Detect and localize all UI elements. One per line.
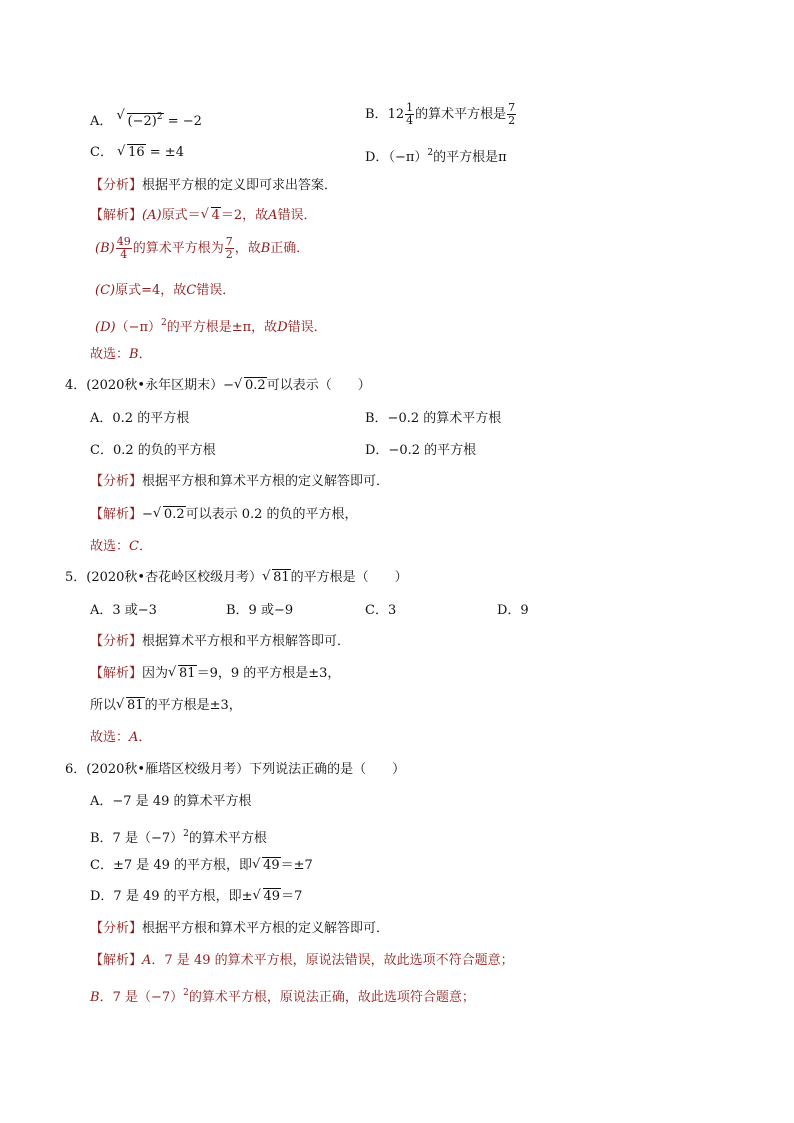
option-label: C．: [90, 145, 113, 160]
q4-option-a: A．0.2 的平方根: [90, 411, 190, 426]
option-var: A: [142, 953, 152, 968]
q5-stem: [65, 569, 408, 587]
solution-text: 错误．: [277, 208, 317, 223]
option-label: A．: [90, 114, 113, 129]
sqrt-expression: [116, 697, 145, 715]
solution-text: ，故: [234, 241, 261, 256]
q3-analysis: [90, 177, 337, 195]
expression-rhs: = ±4: [149, 145, 184, 160]
solution-tag: 【解析】: [90, 953, 143, 968]
analysis-text: 根据平方根和算术平方根的定义解答即可．: [142, 921, 390, 936]
option-text: D．7 是 49 的平方根，即±: [90, 889, 253, 904]
radicand: 81: [127, 698, 144, 713]
q4-option-b: B．−0.2 的算术平方根: [365, 411, 502, 426]
expression-rhs: = −2: [167, 114, 202, 129]
sqrt-expression: [262, 569, 291, 587]
solution-text: 的算术平方根为: [132, 241, 224, 256]
option-text: （−π）: [388, 150, 428, 165]
radicand: 16: [128, 145, 145, 160]
option-text: 的算术平方根是: [415, 107, 507, 122]
sqrt-expression: [153, 506, 186, 524]
solution-text: 正确．: [270, 241, 310, 256]
solution-text: 的算术平方根，原说法正确，故此选项符合题意；: [188, 990, 475, 1005]
option-label: B．: [365, 107, 388, 122]
q6-solution-a: [90, 952, 514, 970]
solution-text: ．7 是 49 的算术平方根，原说法错误，故此选项不符合题意；: [151, 953, 514, 968]
analysis-tag: 【分析】: [90, 921, 143, 936]
analysis-text: 根据平方根的定义即可求出答案．: [142, 178, 338, 193]
radicand: 49: [263, 889, 281, 904]
answer-prefix: 故选：: [90, 730, 130, 745]
q4-stem: [65, 377, 371, 395]
option-var: B: [90, 990, 100, 1005]
solution-text: 的平方根是±3，: [144, 698, 242, 713]
exponent: 2: [183, 829, 189, 839]
q6-option-c: [90, 857, 313, 875]
solution-text: ．7 是（−7）: [99, 990, 184, 1005]
q4-solution: [90, 506, 358, 524]
solution-tag: 【解析】: [90, 208, 143, 223]
q5-analysis: [90, 633, 350, 651]
exponent: 2: [156, 112, 163, 122]
analysis-tag: 【分析】: [90, 474, 143, 489]
solution-text: −: [142, 507, 153, 522]
question-stem: 可以表示（ ）: [266, 378, 371, 393]
radicand: 49: [263, 858, 280, 873]
question-stem: 5．(2020秋•杏花岭区校级月考）: [65, 570, 263, 585]
fraction: [116, 236, 132, 261]
exponent: 2: [183, 988, 189, 998]
analysis-text: 根据平方根和算术平方根的定义解答即可．: [142, 474, 390, 489]
q6-option-b: [90, 825, 267, 848]
fraction: [507, 102, 516, 127]
solution-text: 因为: [142, 666, 169, 681]
denominator: 2: [508, 114, 516, 127]
q3-option-c: [90, 144, 184, 162]
q5-answer: [90, 729, 151, 747]
solution-text: ＝9，9 的平方根是±3，: [196, 666, 341, 681]
analysis-text: 根据算术平方根和平方根解答即可．: [142, 634, 351, 649]
radicand: 81: [179, 666, 196, 681]
numerator: 1: [406, 101, 414, 114]
answer-choice: B: [129, 347, 139, 362]
option-var: D: [277, 320, 288, 335]
answer-end: ．: [138, 539, 152, 554]
q3-solution-d: [95, 314, 327, 337]
answer-end: ．: [138, 730, 152, 745]
q6-stem: 6．(2020秋•雁塔区校级月考）下列说法正确的是（ ）: [65, 762, 406, 777]
question-stem: 4．(2020秋•永年区期末）−: [65, 378, 234, 393]
option-var: B: [260, 241, 271, 256]
radicand: 0.2: [245, 378, 266, 393]
solution-text: 错误．: [287, 320, 327, 335]
q6-option-d: [90, 888, 302, 906]
mixed-whole: 12: [387, 107, 405, 122]
solution-tag: 【解析】: [90, 666, 143, 681]
denominator: 4: [406, 114, 414, 127]
numerator: 7: [508, 101, 516, 114]
option-label: D．: [365, 150, 389, 165]
solution-text: 原式＝: [161, 208, 201, 223]
q5-option-a: A．3 或−3: [90, 603, 157, 618]
q5-option-b: B．9 或−9: [226, 603, 294, 618]
sqrt-expression: [234, 377, 267, 395]
solution-text: 可以表示 0.2 的负的平方根，: [185, 507, 358, 522]
q3-option-b: [365, 102, 517, 128]
numerator: 7: [225, 235, 233, 248]
sqrt-expression: [168, 665, 197, 683]
part-label: (D): [95, 320, 116, 335]
radicand: 4: [211, 208, 220, 223]
answer-prefix: 故选：: [90, 347, 130, 362]
q4-option-d: D．−0.2 的平方根: [365, 443, 477, 458]
part-label: (C): [95, 283, 116, 298]
answer-end: ．: [138, 347, 152, 362]
q5-solution-line2: [90, 697, 242, 715]
fraction: [405, 102, 414, 127]
sqrt-expression: [117, 144, 146, 162]
q3-answer: [90, 346, 152, 364]
sqrt-expression: [117, 108, 164, 131]
solution-text: ＝2，故: [220, 208, 269, 223]
solution-text: 错误．: [196, 283, 236, 298]
part-label: (B): [95, 241, 115, 256]
q4-answer: [90, 538, 152, 556]
q4-option-c: C．0.2 的负的平方根: [90, 443, 216, 458]
solution-text: 原式=4，故: [115, 283, 187, 298]
radicand: 0.2: [163, 507, 185, 522]
radicand: (−2): [127, 114, 157, 129]
q5-solution: [90, 665, 340, 683]
q3-solution-a: [90, 207, 317, 225]
sqrt-expression: [252, 857, 281, 875]
question-stem: 的平方根是（ ）: [290, 570, 408, 585]
analysis-tag: 【分析】: [90, 634, 143, 649]
option-text: ＝7: [281, 889, 303, 904]
sqrt-expression: [201, 207, 221, 225]
numerator: 49: [116, 235, 131, 248]
q6-option-a: A．−7 是 49 的算术平方根: [90, 794, 252, 809]
analysis-tag: 【分析】: [90, 178, 143, 193]
answer-choice: A: [129, 730, 139, 745]
option-var: A: [268, 208, 278, 223]
q6-solution-b: [90, 984, 475, 1007]
solution-text: 所以: [90, 698, 117, 713]
q4-analysis: [90, 473, 389, 491]
denominator: 2: [225, 248, 233, 261]
q3-solution-b: [95, 236, 309, 262]
option-text: 的算术平方根: [188, 831, 267, 846]
option-text: B．7 是（−7）: [90, 831, 184, 846]
part-label: (A): [142, 208, 162, 223]
fraction: [225, 236, 234, 261]
answer-prefix: 故选：: [90, 539, 130, 554]
solution-tag: 【解析】: [90, 507, 143, 522]
q3-option-d: [365, 144, 507, 167]
q3-solution-c: [95, 282, 235, 300]
denominator: 4: [120, 248, 128, 261]
option-var: C: [186, 283, 197, 298]
sqrt-expression: [253, 888, 282, 906]
exponent: 2: [427, 148, 434, 158]
option-text: 的平方根是π: [433, 150, 507, 165]
radicand: 81: [273, 570, 290, 585]
solution-text: （−π）: [115, 320, 162, 335]
q3-option-a: [90, 108, 202, 131]
q6-analysis: [90, 920, 389, 938]
solution-text: 的平方根是±π，故: [166, 320, 278, 335]
exponent: 2: [161, 318, 167, 328]
option-text: ＝±7: [280, 858, 313, 873]
q5-option-d: D．9: [497, 603, 529, 618]
answer-choice: C: [129, 539, 139, 554]
option-text: C．±7 是 49 的平方根，即: [90, 858, 253, 873]
q5-option-c: C．3: [365, 603, 397, 618]
